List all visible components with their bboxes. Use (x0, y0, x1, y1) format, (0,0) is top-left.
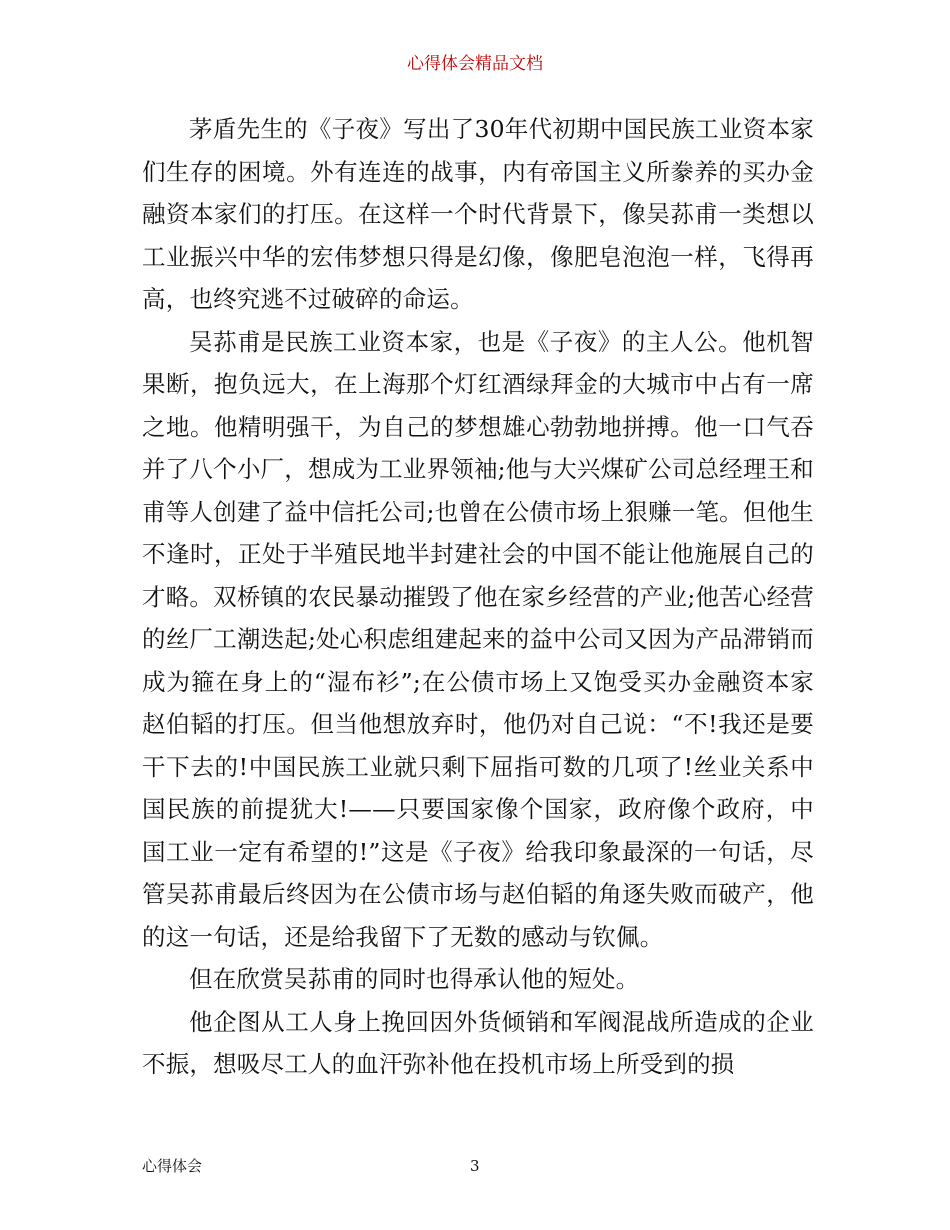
page-number: 3 (470, 1157, 480, 1175)
page-footer-label: 心得体会 (142, 1157, 203, 1175)
paragraph-2: 吴荪甫是民族工业资本家，也是《子夜》的主人公。他机智果断，抱负远大，在上海那个灯红酒绿拜金的大城市中占有一席之地。他精明强干，为自己的梦想雄心勃勃地拼搏。他一口气吞并了八个小厂，想成为工业界领袖;他与大兴煤矿公司总经理王和甫等人创建了益中信托公司;也曾在公债市场上狠赚一笔。但他生不逢时，正处于半殖民地半封建社会的中国不能让他施展自己的才略。双桥镇的农民暴动摧毁了他在家乡经营的产业;他苦心经营的丝厂工潮迭起;处心积虑组建起来的益中公司又因为产品滞销而成为箍在身上的“湿布衫”;在公债市场上又饱受买办金融资本家赵伯韬的打压。但当他想放弃时，他仍对自己说：“不!我还是要干下去的!中国民族工业就只剩下屈指可数的几项了!丝业关系中国民族的前提犹大!——只要国家像个国家，政府像个政府，中国工业一定有希望的!”这是《子夜》给我印象最深的一句话，尽管吴荪甫最后终因为在公债市场与赵伯韬的角逐失败而破产，他的这一句话，还是给我留下了无数的感动与钦佩。 (142, 327, 814, 951)
document-body (142, 108, 814, 1086)
paragraph-3: 但在欣赏吴荪甫的同时也得承认他的短处。 (189, 965, 640, 993)
page-header-title: 心得体会精品文档 (407, 54, 543, 74)
paragraph-4: 他企图从工人身上挽回因外货倾销和军阀混战所造成的企业不振，想吸尽工人的血汗弥补他在投机市场上所受到的损 (142, 1007, 814, 1078)
paragraph-1: 茅盾先生的《子夜》写出了30年代初期中国民族工业资本家们生存的困境。外有连连的战事，内有帝国主义所豢养的买办金融资本家们的打压。在这样一个时代背景下，像吴荪甫一类想以工业振兴中华的宏伟梦想只得是幻像，像肥皂泡泡一样，飞得再高，也终究逃不过破碎的命运。 (142, 115, 814, 313)
